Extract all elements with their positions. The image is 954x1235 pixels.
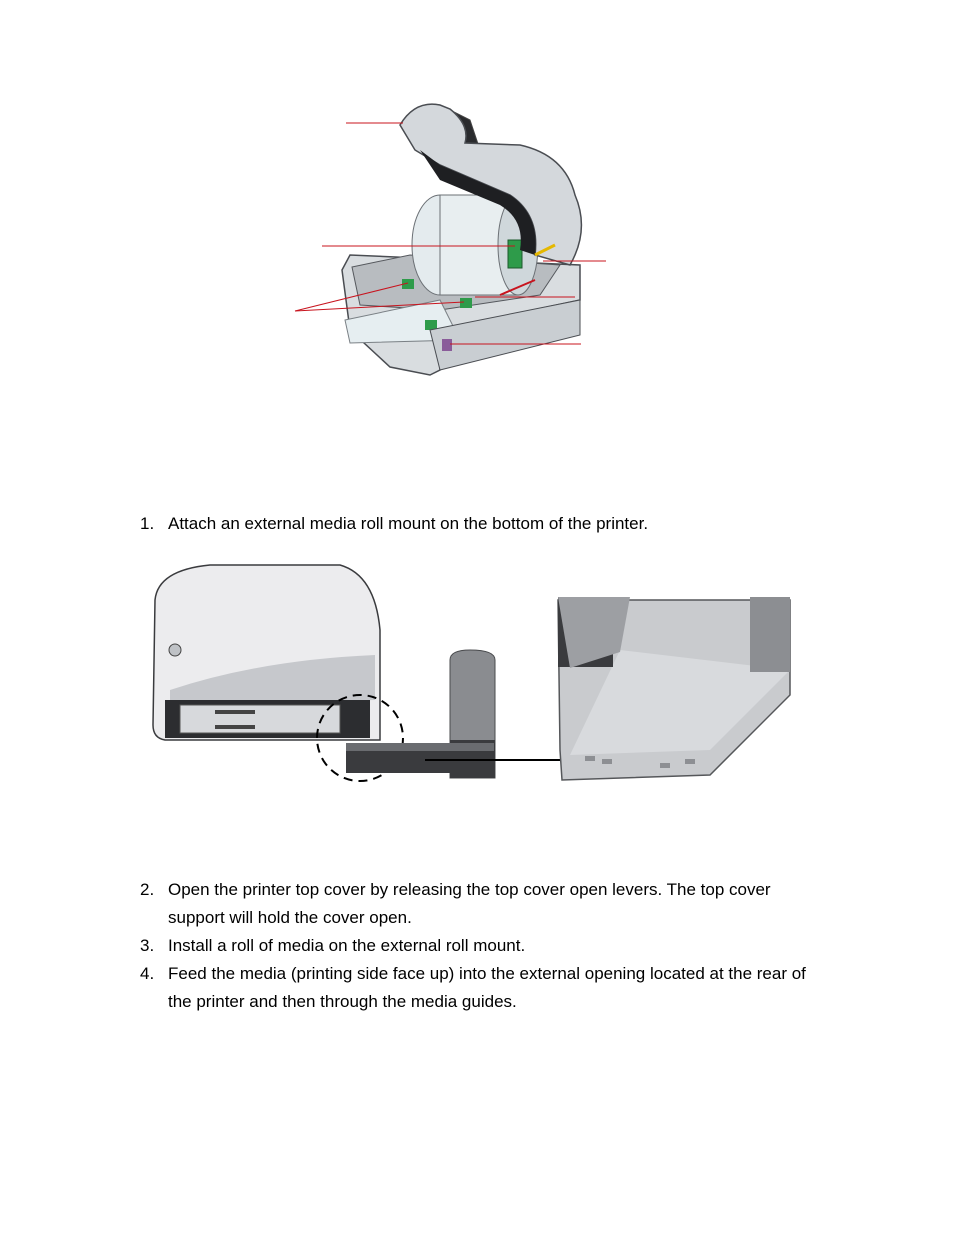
printer-cover-latch	[169, 644, 181, 656]
step-number: 1.	[140, 514, 155, 533]
mount-hole-1	[585, 756, 595, 761]
external-roll-mount-figure	[150, 560, 795, 795]
front-button	[442, 339, 452, 351]
mount-hole-3	[660, 763, 670, 768]
step-1	[140, 510, 830, 538]
step-text: Attach an external media roll mount on the bottom of the printer.	[168, 514, 649, 533]
printer-closed-panel	[180, 705, 340, 733]
step-number: 3.	[140, 936, 155, 955]
step-2	[140, 876, 830, 932]
mount-arm-top	[346, 743, 494, 751]
roll-holder	[508, 240, 522, 268]
step-number: 2.	[140, 880, 155, 899]
mount-post-right	[750, 597, 790, 672]
mount-hole-4	[685, 759, 695, 764]
step-text: Open the printer top cover by releasing the top cover open levers. The top cover support will hold the cover open.	[168, 880, 771, 927]
step-text: Install a roll of media on the external roll mount.	[168, 936, 526, 955]
mount-hole-2	[602, 759, 612, 764]
printer-vents-lower	[215, 725, 255, 729]
step-3	[140, 932, 830, 960]
media-guide-right	[460, 298, 472, 308]
step-number: 4.	[140, 964, 155, 983]
step-text: Feed the media (printing side face up) into the external opening located at the rear of the printer and then through the media guides.	[168, 964, 806, 1011]
step-4	[140, 960, 830, 1016]
printer-open-cover-figure	[290, 95, 620, 385]
printer-vents	[215, 710, 255, 714]
